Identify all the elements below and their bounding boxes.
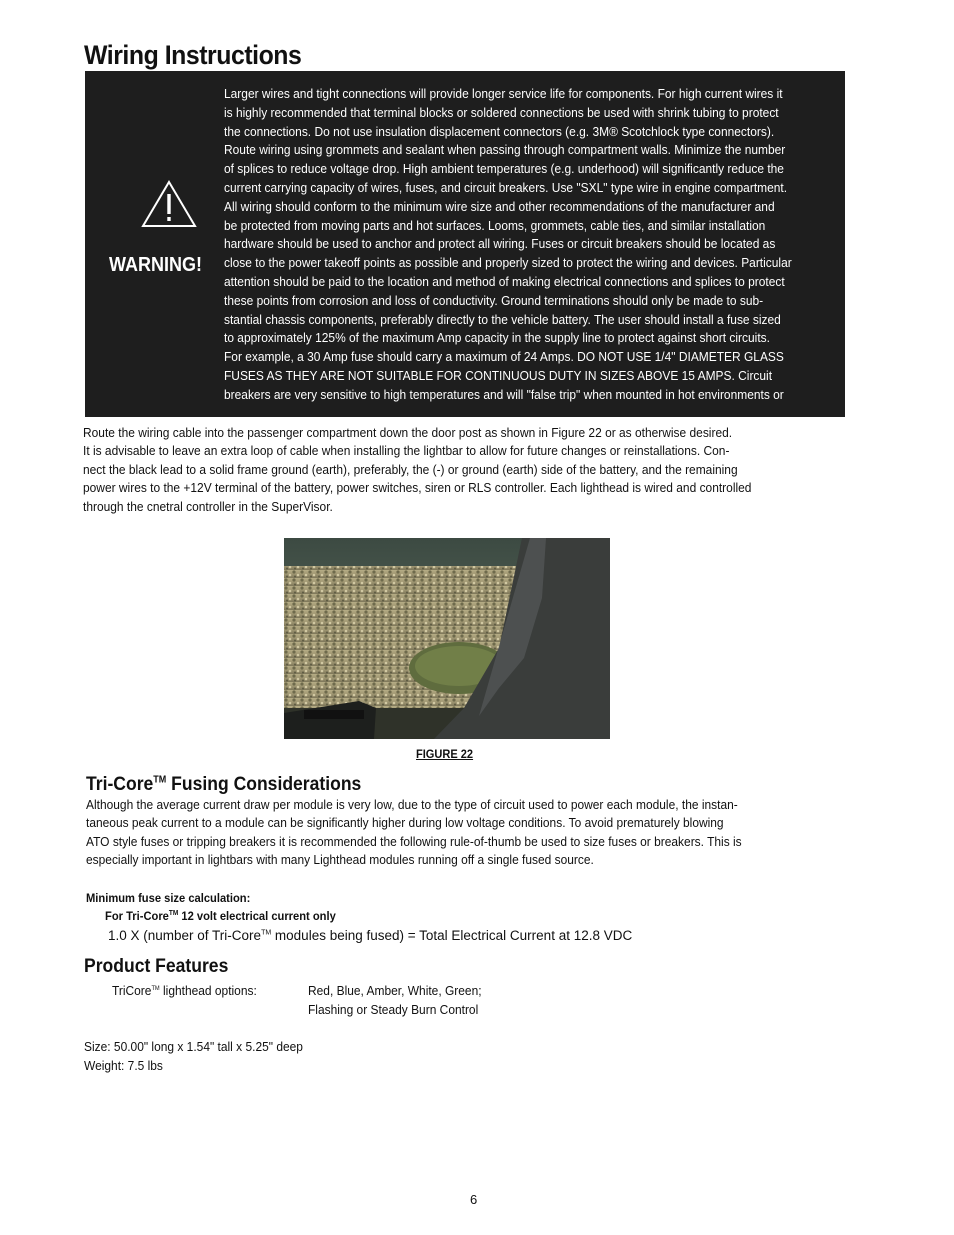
warning-text-line: For example, a 30 Amp fuse should carry a maximum of 24 Amps. DO NOT USE 1/4" DIAMETER GLASS bbox=[224, 350, 784, 365]
warning-text-line: the connections. Do not use insulation displacement connectors (e.g. 3M® Scotchlock type connectors). bbox=[224, 124, 775, 139]
route-paragraph-line: It is advisable to leave an extra loop of cable when installing the lightbar to allow for future changes or reinstallations. Con- bbox=[83, 444, 730, 459]
warning-text-line: stantial chassis components, preferably directly to the vehicle battery. The user should install a fuse sized bbox=[224, 312, 781, 327]
warning-text bbox=[224, 85, 822, 405]
fusing-paragraph bbox=[86, 796, 776, 870]
fusing-heading: Tri-Core™ Fusing Considerations bbox=[86, 773, 362, 795]
lighthead-options-label: TriCore™ lighthead options: bbox=[112, 984, 257, 998]
fusing-paragraph-line: Although the average current draw per module is very low, due to the type of circuit used to power each module, the instan- bbox=[86, 798, 738, 812]
route-paragraph-line: Route the wiring cable into the passenger compartment down the door post as shown in Figure 22 or as otherwise desired. bbox=[83, 426, 733, 440]
warning-text-line: Route wiring using grommets and sealant when passing through compartment walls. Minimize the number bbox=[224, 143, 786, 158]
warning-triangle-icon bbox=[140, 179, 198, 229]
warning-label: WARNING! bbox=[109, 254, 202, 276]
size-spec: Size: 50.00" long x 1.54" tall x 5.25" deep bbox=[84, 1040, 303, 1054]
weight-spec: Weight: 7.5 lbs bbox=[84, 1059, 163, 1073]
warning-box bbox=[85, 71, 845, 417]
route-paragraph-line: power wires to the +12V terminal of the battery, power switches, siren or RLS controller. Each lighthead is wired and controlled bbox=[83, 481, 752, 496]
page-number: 6 bbox=[470, 1192, 478, 1207]
warning-text-line: to approximately 125% of the maximum Amp capacity in the supply line to protect against short circuits. bbox=[224, 331, 770, 346]
warning-text-line: is highly recommended that terminal blocks or soldered connections be used with shrink tubing to protect bbox=[224, 105, 779, 120]
warning-text-line: of splices to reduce voltage drop. High ambient temperatures (e.g. underhood) will significantly reduce the bbox=[224, 162, 784, 177]
min-fuse-label: Minimum fuse size calculation: bbox=[86, 891, 251, 905]
warning-text-line: attention should be paid to the location and method of making electrical connections and splices to protect bbox=[224, 274, 785, 289]
fuse-formula: 1.0 X (number of Tri-Core™ modules being fused) = Total Electrical Current at 12.8 VDC bbox=[108, 928, 633, 943]
warning-text-line: breakers are very sensitive to high temperatures and will "false trip" when mounted in hot environments or bbox=[224, 387, 784, 402]
tricore-12v-label: For Tri-Core™ 12 volt electrical current only bbox=[105, 909, 336, 923]
route-paragraph-line: through the cnetral controller in the SuperVisor. bbox=[83, 499, 333, 514]
lighthead-options-modes: Flashing or Steady Burn Control bbox=[308, 1003, 479, 1017]
warning-text-line: these points from corrosion and loss of conductivity. Ground terminations should only be made to sub- bbox=[224, 293, 764, 308]
features-heading: Product Features bbox=[84, 955, 229, 977]
page-title: Wiring Instructions bbox=[84, 40, 302, 70]
warning-text-line: hardware should be used to anchor and protect all wiring. Fuses or circuit breakers should be located as bbox=[224, 237, 776, 252]
warning-text-line: Larger wires and tight connections will provide longer service life for components. For high current wires it bbox=[224, 87, 783, 101]
route-paragraph-line: nect the black lead to a solid frame ground (earth), preferably, the (-) or ground (earth) side of the battery, and the remaining bbox=[83, 462, 738, 477]
lighthead-options-colors: Red, Blue, Amber, White, Green; bbox=[308, 984, 482, 998]
warning-text-line: be protected from moving parts and hot surfaces. Looms, grommets, cable ties, and similar installation bbox=[224, 218, 766, 233]
warning-text-line: current carrying capacity of wires, fuses, and circuit breakers. Use "SXL" type wire in engine compartment. bbox=[224, 180, 788, 195]
fusing-paragraph-line: ATO style fuses or tripping breakers it is recommended the following rule-of-thumb be used to size fuses or breakers. This is bbox=[86, 834, 742, 849]
figure-caption: FIGURE 22 bbox=[416, 747, 474, 761]
warning-text-line: close to the power takeoff points as possible and properly sized to protect the wiring and devices. Particular bbox=[224, 256, 792, 271]
warning-text-line: All wiring should conform to the minimum wire size and other recommendations of the manufacturer and bbox=[224, 199, 775, 214]
fusing-paragraph-line: especially important in lightbars with many Lighthead modules running off a single fused source. bbox=[86, 853, 594, 868]
figure-22-photo bbox=[284, 538, 610, 739]
fusing-paragraph-line: taneous peak current to a module can be significantly higher during low voltage conditions. To avoid prematurely blowing bbox=[86, 816, 724, 831]
route-paragraph bbox=[83, 424, 787, 516]
warning-text-line: FUSES AS THEY ARE NOT SUITABLE FOR CONTINUOUS DUTY IN SIZES ABOVE 15 AMPS. Circuit bbox=[224, 368, 773, 383]
